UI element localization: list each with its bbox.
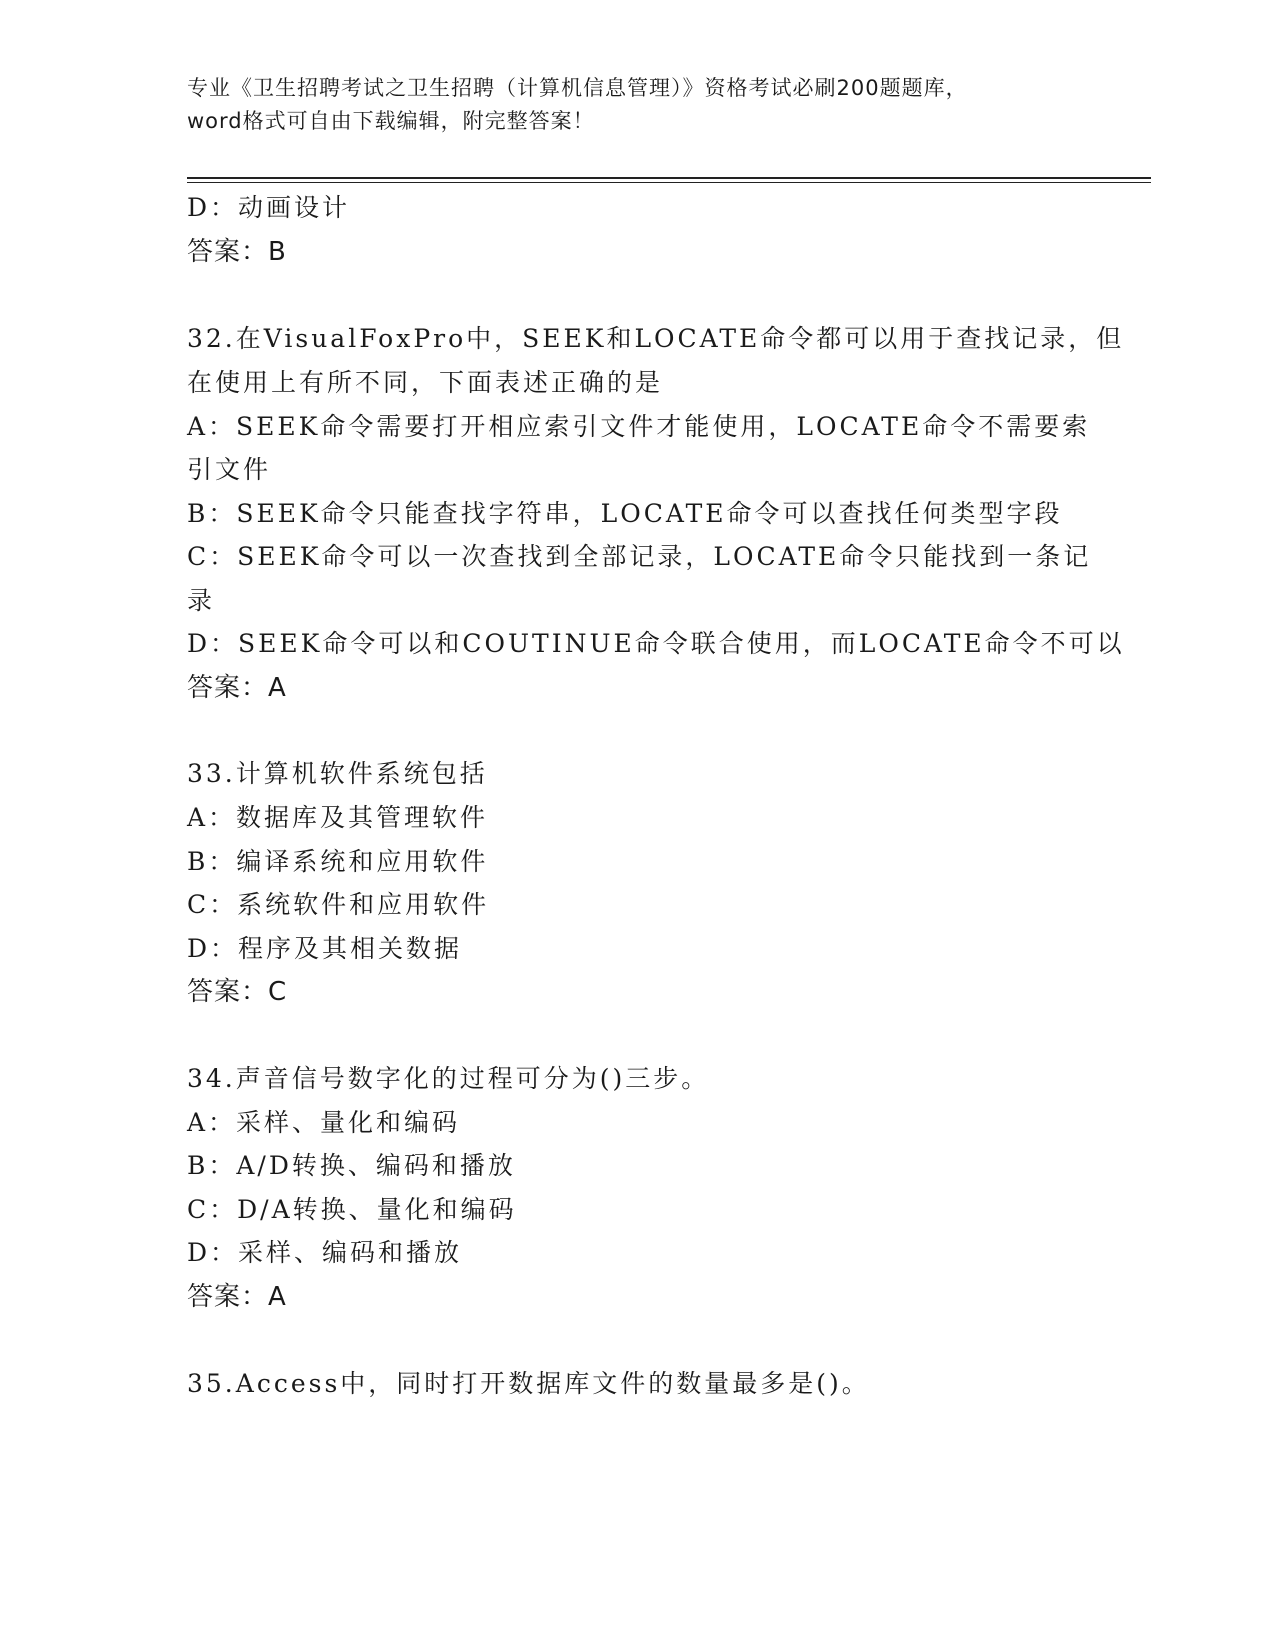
header-line-2: word格式可自由下载编辑，附完整答案！	[187, 109, 595, 133]
q32-option-d: D：SEEK命令可以和COUTINUE命令联合使用，而LOCATE命令不可以	[187, 629, 1125, 658]
q32-option-c-line-1: C：SEEK命令可以一次查找到全部记录，LOCATE命令只能找到一条记	[187, 542, 1092, 571]
q34-stem: 34.声音信号数字化的过程可分为()三步。	[187, 1064, 710, 1093]
q32-option-b: B：SEEK命令只能查找字符串，LOCATE命令可以查找任何类型字段	[187, 499, 1063, 528]
q33-option-c: C：系统软件和应用软件	[187, 890, 490, 919]
prev-answer: 答案：B	[187, 237, 287, 267]
q33-option-b: B：编译系统和应用软件	[187, 847, 489, 876]
q34-option-d: D：采样、编码和播放	[187, 1238, 463, 1267]
q32-option-a-line-2: 引文件	[187, 455, 272, 484]
q34-option-a: A：采样、量化和编码	[187, 1108, 461, 1137]
q32-option-c-line-2: 录	[187, 586, 216, 615]
q34-option-c: C：D/A转换、量化和编码	[187, 1195, 517, 1224]
q32-stem-line-2: 在使用上有所不同，下面表述正确的是	[187, 368, 664, 397]
prev-option-d: D：动画设计	[187, 193, 351, 222]
header-line-1: 专业《卫生招聘考试之卫生招聘（计算机信息管理）》资格考试必刷200题题库，	[187, 76, 968, 100]
q34-option-b: B：A/D转换、编码和播放	[187, 1151, 516, 1180]
q32-option-a-line-1: A：SEEK命令需要打开相应索引文件才能使用，LOCATE命令不需要索	[187, 412, 1091, 441]
q32-stem-line-1: 32.在VisualFoxPro中，SEEK和LOCATE命令都可以用于查找记录，但	[187, 324, 1125, 353]
q33-answer: 答案：C	[187, 977, 288, 1007]
q35-stem: 35.Access中，同时打开数据库文件的数量最多是()。	[187, 1369, 870, 1398]
header-divider-thick	[187, 177, 1151, 179]
q34-answer: 答案：A	[187, 1282, 287, 1312]
q32-answer: 答案：A	[187, 673, 287, 703]
header-divider-thin	[187, 182, 1151, 183]
q33-option-d: D：程序及其相关数据	[187, 934, 463, 963]
q33-stem: 33.计算机软件系统包括	[187, 759, 488, 788]
q33-option-a: A：数据库及其管理软件	[187, 803, 489, 832]
page-header	[187, 72, 1087, 138]
